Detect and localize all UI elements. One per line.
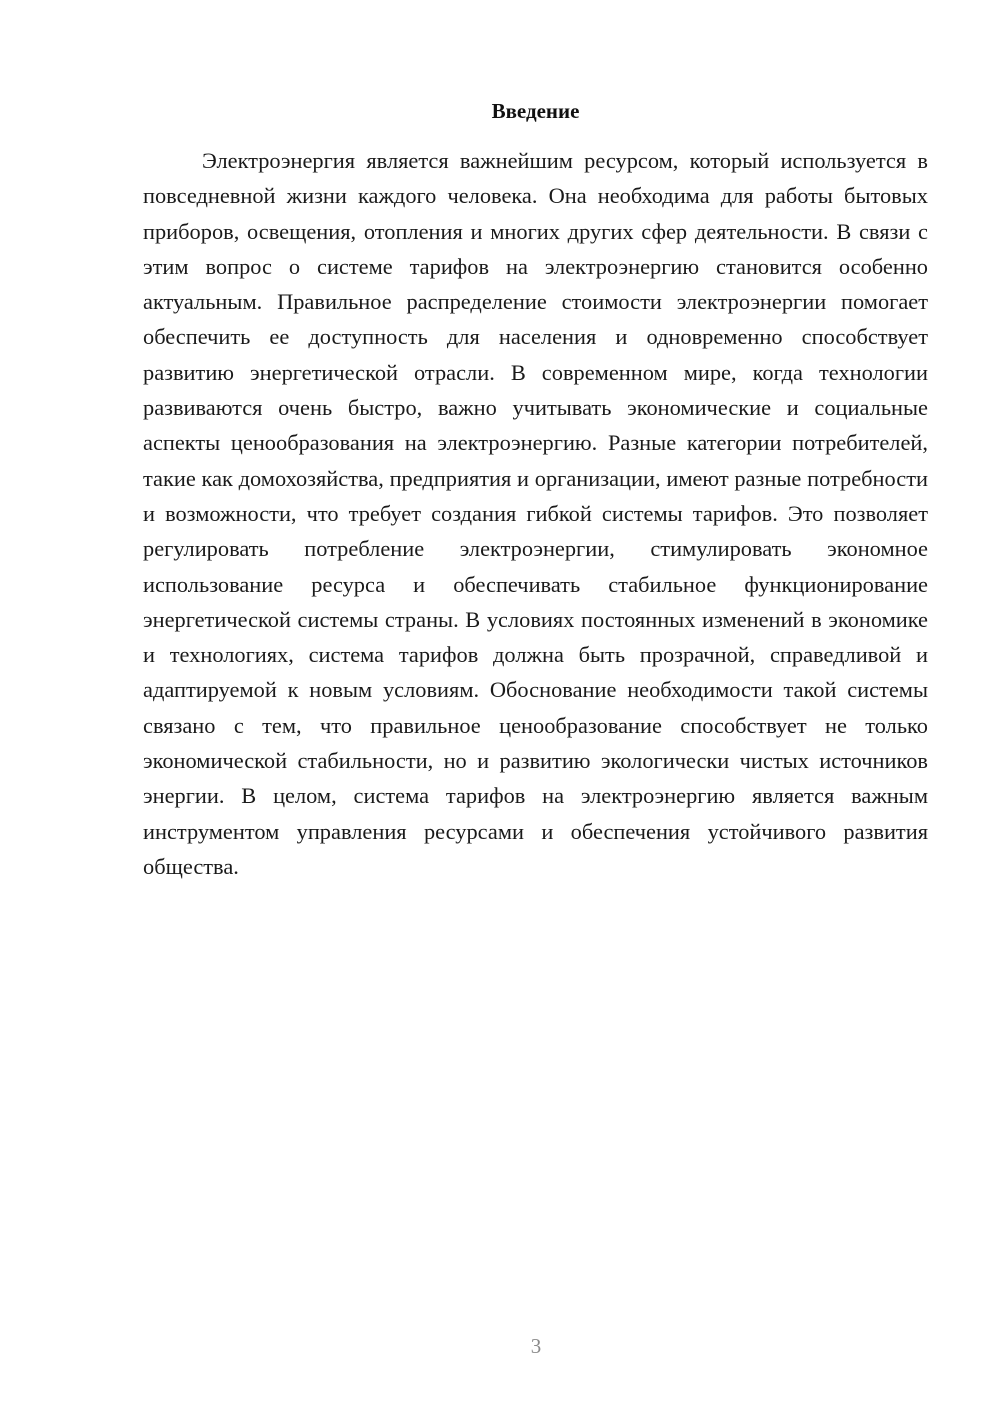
page-number: 3 <box>530 1334 542 1358</box>
section-heading: Введение <box>491 99 580 123</box>
body-paragraph: Электроэнергия является важнейшим ресурсом, который используется в повседневной жизни каждого человека. Она необходима для работы бытовых приборов, освещения, отопления и многих других сфер деятельности. В связи с этим вопрос о системе тарифов на электроэнергию становится особенно актуальным. Правильное распределение стоимости электроэнергии помогает обеспечить ее доступность для населения и одновременно способствует развитию энергетической отрасли. В современном мире, когда технологии развиваются очень быстро, важно учитывать экономические и социальные аспекты ценообразования на электроэнергию. Разные категории потребителей, такие как домохозяйства, предприятия и организации, имеют разные потребности и возможности, что требует создания гибкой системы тарифов. Это позволяет регулировать потребление электроэнергии, стимулировать экономное использование ресурса и обеспечивать стабильное функционирование энергетической системы страны. В условиях постоянных изменений в экономике и технологиях, система тарифов должна быть прозрачной, справедливой и адаптируемой к новым условиям. Обоснование необходимости такой системы связано с тем, что правильное ценообразование способствует не только экономической стабильности, но и развитию экологически чистых источников энергии. В целом, система тарифов на электроэнергию является важным инструментом управления ресурсами и обеспечения устойчивого развития общества. <box>143 148 928 879</box>
